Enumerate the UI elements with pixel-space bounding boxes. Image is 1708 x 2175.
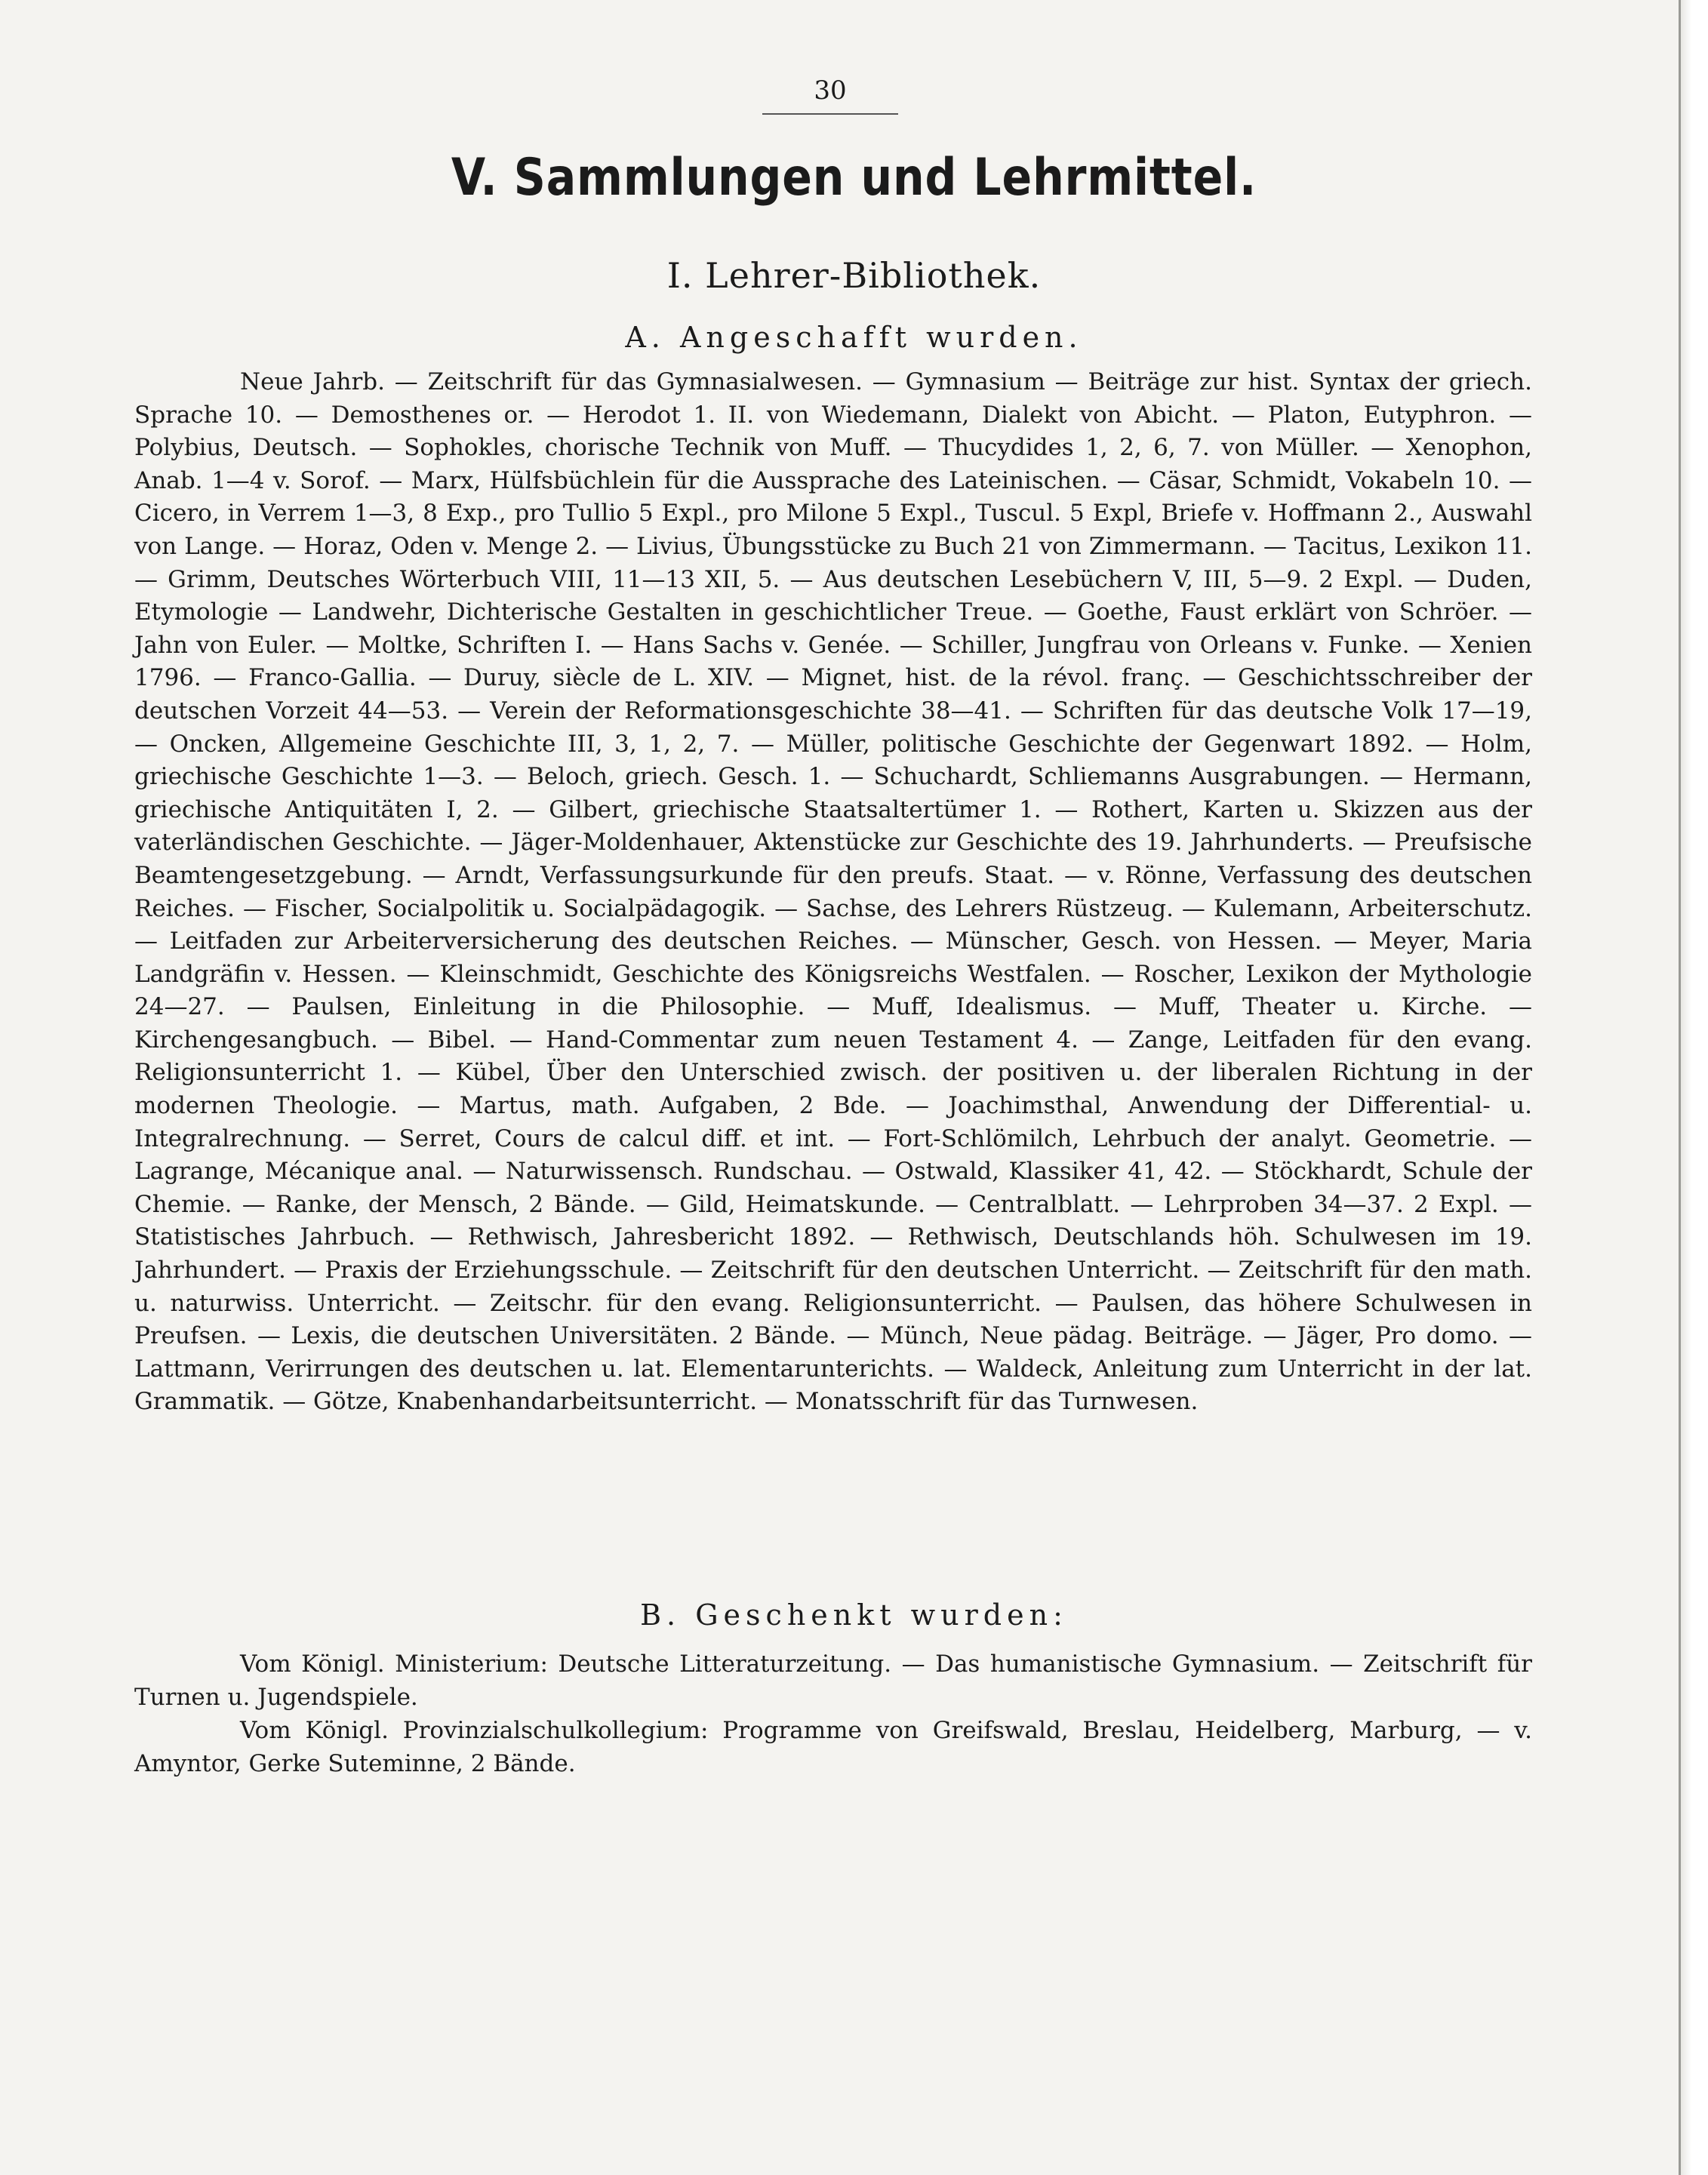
gift-paragraph-provinzialschulkollegium: Vom Königl. Provinzialschulkollegium: Programme von Greifswald, Breslau, Heidelberg, Marburg, — v. Amyntor, Gerke Suteminne, 2 Bände. (134, 1717, 1532, 1777)
subsection-a-heading: A. Angeschafft wurden. (625, 321, 1083, 354)
page-number: 30 (762, 75, 898, 115)
chapter-title: V. Sammlungen und Lehrmittel. (451, 148, 1257, 208)
acquisitions-list: Neue Jahrb. — Zeitschrift für das Gymnasialwesen. — Gymnasium — Beiträge zur hist. Syntax der griech. Sprache 10. — Demosthenes or. — Herodot 1. II. von Wiedemann, Dialekt von Abicht. — Platon, Eutyphron. — Polybius, Deutsch. — Sophokles, chorische Technik von Muff. — Thucydides 1, 2, 6, 7. von Müller. — Xenophon, Anab. 1—4 v. Sorof. — Marx, Hülfsbüchlein für die Aussprache des Lateinischen. — Cäsar, Schmidt, Vokabeln 10. — Cicero, in Verrem 1—3, 8 Exp., pro Tullio 5 Expl., pro Milone 5 Expl., Tuscul. 5 Expl, Briefe v. Hoffmann 2., Auswahl von Lange. — Horaz, Oden v. Menge 2. — Livius, Übungsstücke zu Buch 21 von Zimmermann. — Tacitus, Lexikon 11. — Grimm, Deutsches Wörterbuch VIII, 11—13 XII, 5. — Aus deutschen Lesebüchern V, III, 5—9. 2 Expl. — Duden, Etymologie — Landwehr, Dichterische Gestalten in geschichtlicher Treue. — Goethe, Faust erklärt von Schröer. — Jahn von Euler. — Moltke, Schriften I. — Hans Sachs v. Genée. — Schiller, Jungfrau von Orleans v. Funke. — Xenien 1796. — Franco-Gallia. — Duruy, siècle de L. XIV. — Mignet, hist. de la révol. franç. — Geschichtsschreiber der deutschen Vorzeit 44—53. — Verein der Reformationsgeschichte 38—41. — Schriften für das deutsche Volk 17—19, — Oncken, Allgemeine Geschichte III, 3, 1, 2, 7. — Müller, politische Geschichte der Gegenwart 1892. — Holm, griechische Geschichte 1—3. — Beloch, griech. Gesch. 1. — Schuchardt, Schliemanns Ausgrabungen. — Hermann, griechische Antiquitäten I, 2. — Gilbert, griechische Staatsaltertümer 1. — Rothert, Karten u. Skizzen aus der vaterländischen Geschichte. — Jäger-Moldenhauer, Aktenstücke zur Geschichte des 19. Jahrhunderts. — Preufsische Beamtengesetzgebung. — Arndt, Verfassungsurkunde für den preufs. Staat. — v. Rönne, Verfassung des deutschen Reiches. — Fischer, Socialpolitik u. Socialpädagogik. — Sachse, des Lehrers Rüstzeug. — Kulemann, Arbeiterschutz. — Leitfaden zur Arbeiterversicherung des deutschen Reiches. — Münscher, Gesch. von Hessen. — Meyer, Maria Landgräfin v. Hessen. — Kleinschmidt, Geschichte des Königsreichs Westfalen. — Roscher, Lexikon der Mythologie 24—27. — Paulsen, Einleitung in die Philosophie. — Muff, Idealismus. — Muff, Theater u. Kirche. — Kirchengesangbuch. — Bibel. — Hand-Commentar zum neuen Testament 4. — Zange, Leitfaden für den evang. Religionsunterricht 1. — Kübel, Über den Unterschied zwisch. der positiven u. der liberalen Richtung in der modernen Theologie. — Martus, math. Aufgaben, 2 Bde. — Joachimsthal, Anwendung der Differential- u. Integralrechnung. — Serret, Cours de calcul diff. et int. — Fort-Schlömilch, Lehrbuch der analyt. Geometrie. — Lagrange, Mécanique anal. — Naturwissensch. Rundschau. — Ostwald, Klassiker 41, 42. — Stöckhardt, Schule der Chemie. — Ranke, der Mensch, 2 Bände. — Gild, Heimatskunde. — Centralblatt. — Lehrproben 34—37. 2 Expl. — Statistisches Jahrbuch. — Rethwisch, Jahresbericht 1892. — Rethwisch, Deutschlands höh. Schulwesen im 19. Jahrhundert. — Praxis der Erziehungsschule. — Zeitschrift für den deutschen Unterricht. — Zeitschrift für den math. u. naturwiss. Unterricht. — Zeitschr. für den evang. Religionsunterricht. — Paulsen, das höhere Schulwesen in Preufsen. — Lexis, die deutschen Universitäten. 2 Bände. — Münch, Neue pädag. Beiträge. — Jäger, Pro domo. — Lattmann, Verirrungen des deutschen u. lat. Elementarunterichts. — Waldeck, Anleitung zum Unterricht in der lat. Grammatik. — Götze, Knabenhandarbeitsunterricht. — Monatsschrift für das Turnwesen. (134, 368, 1532, 1416)
gift-paragraph-ministerium: Vom Königl. Ministerium: Deutsche Litteraturzeitung. — Das humanistische Gymnasium. — Zeitschrift für Turnen u. Jugendspiele. (134, 1650, 1532, 1711)
subsection-b-heading: B. Geschenkt wurden: (640, 1598, 1068, 1632)
section-title: I. Lehrer-Bibliothek. (666, 255, 1042, 296)
